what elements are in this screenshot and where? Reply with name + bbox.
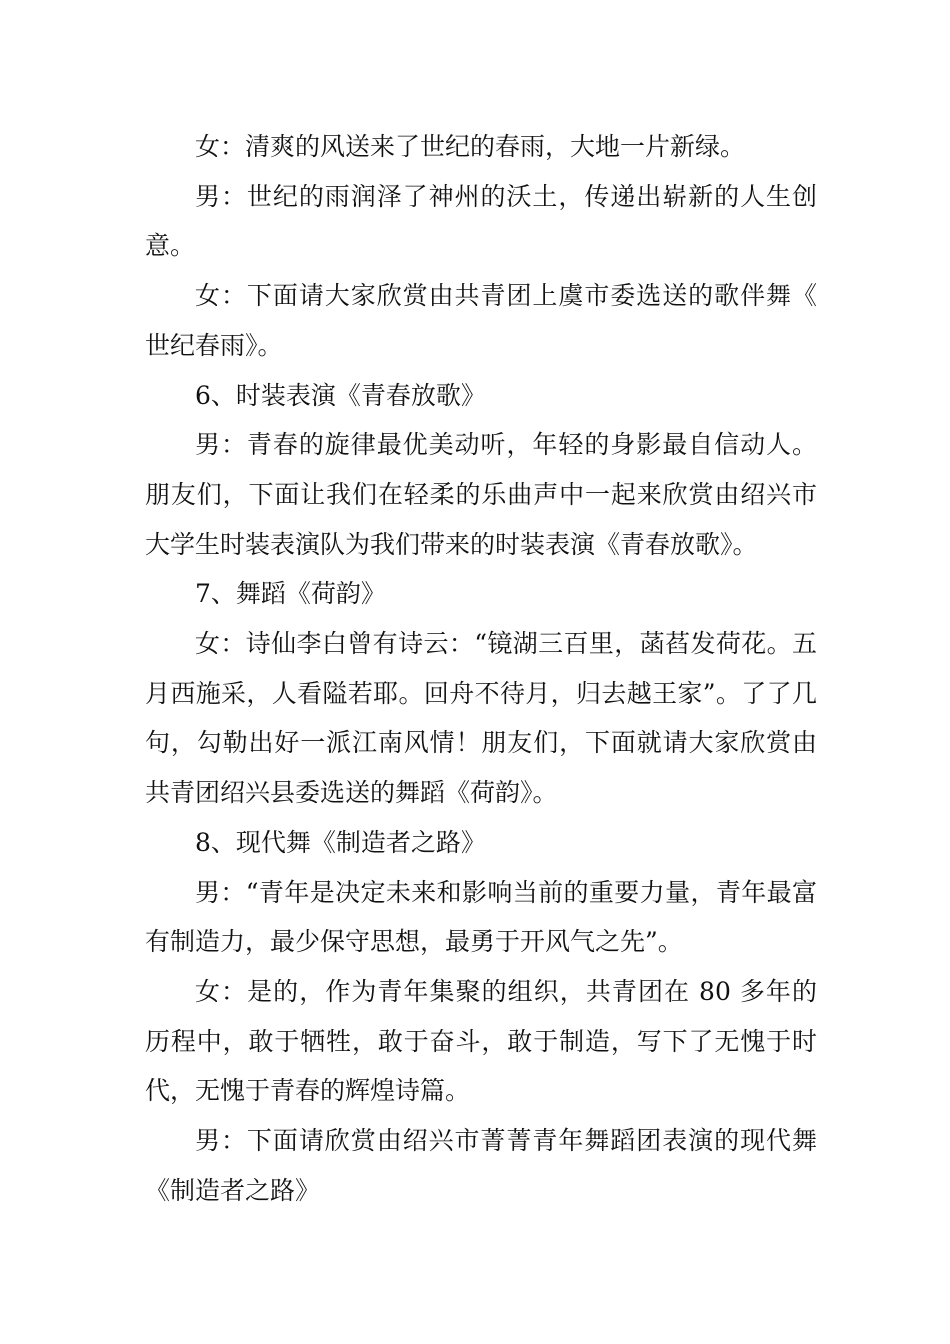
dialogue-paragraph: 女：清爽的风送来了世纪的春雨，大地一片新绿。 <box>195 132 746 161</box>
dialogue-paragraph: 男：青春的旋律最优美动听，年轻的身影最自信动人。朋友们，下面让我们在轻柔的乐曲声中一起来欣赏由绍兴市大学生时装表演队为我们带来的时装表演《青春放歌》。 <box>145 430 817 559</box>
dialogue-paragraph: 女：下面请大家欣赏由共青团上虞市委选送的歌伴舞《世纪春雨》。 <box>145 281 817 360</box>
dialogue-paragraph: 男：世纪的雨润泽了神州的沃土，传递出崭新的人生创意。 <box>145 181 817 261</box>
dialogue-paragraph: 女：诗仙李白曾有诗云：“镜湖三百里，菡萏发荷花。五月西施采，人看隘若耶。回舟不待月，归去越王家”。了了几句，勾勒出好一派江南风情！朋友们，下面就请大家欣赏由共青团绍兴县委选送的舞蹈《荷韵》。 <box>145 629 817 808</box>
program-heading: 7、舞蹈《荷韵》 <box>195 579 386 609</box>
dialogue-paragraph: 男：下面请欣赏由绍兴市菁菁青年舞蹈团表演的现代舞《制造者之路》 <box>145 1126 817 1205</box>
dialogue-paragraph: 女：是的，作为青年集聚的组织，共青团在 80 多年的历程中，敢于牺牲，敢于奋斗，敢于制造，写下了无愧于时代，无愧于青春的辉煌诗篇。 <box>145 976 817 1106</box>
dialogue-paragraph: 男：“青年是决定未来和影响当前的重要力量，青年最富有制造力，最少保守思想，最勇于开风气之先”。 <box>145 877 817 957</box>
program-heading: 8、现代舞《制造者之路》 <box>195 827 486 857</box>
document-body <box>145 122 817 1215</box>
program-heading: 6、时装表演《青春放歌》 <box>195 380 486 410</box>
